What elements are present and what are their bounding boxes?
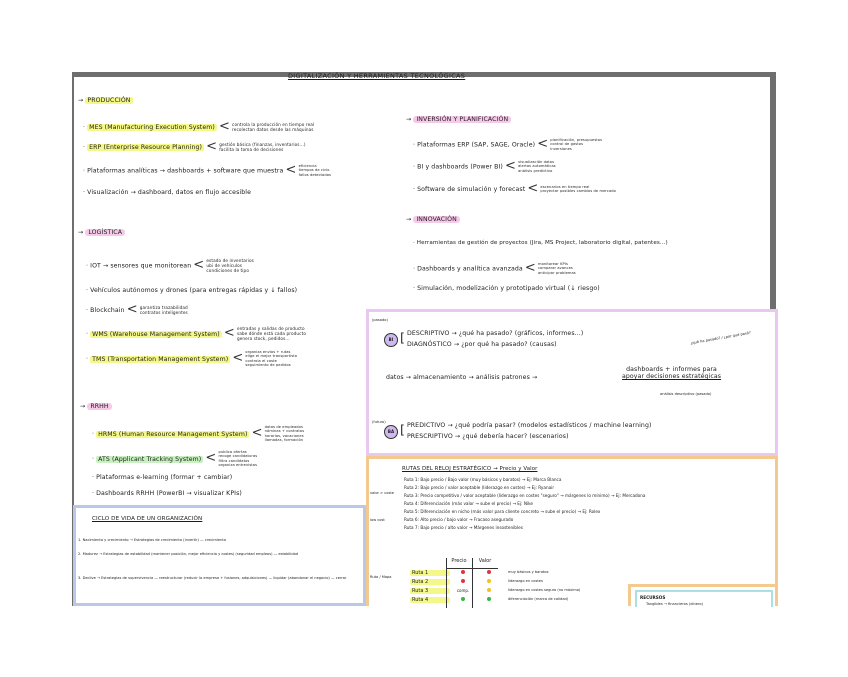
ats-note: organiza entrevistas: [218, 462, 258, 467]
inversion-forecast-label: Software de simulación y forecast: [417, 186, 526, 193]
bracket-icon: [: [400, 423, 405, 438]
red-dot-icon: [487, 570, 491, 574]
descriptivo-line: DESCRIPTIVO → ¿qué ha pasado? (gráficos, informes...): [406, 330, 584, 337]
logistica-item-vehiculos: · Vehículos autónomos y drones (para entregas rápidas y ↓ fallos): [86, 287, 298, 294]
inversion-bi-label: BI y dashboards (Power BI): [417, 163, 503, 171]
brace-icon: <: [537, 136, 549, 152]
hrms-note: nóminas + contratos: [264, 429, 305, 434]
brace-icon: <: [218, 119, 230, 135]
rutas-table-side: Ruta / Mapa: [370, 575, 392, 579]
brace-icon: <: [193, 257, 205, 273]
blockchain-note: garantiza trazabilidad: [139, 305, 188, 310]
table-note: muy básicos y baratos: [508, 570, 549, 575]
ats-note: filtra candidatos: [218, 458, 250, 463]
inversion-section: → INVERSIÓN Y PLANIFICACIÓN: [406, 116, 511, 123]
tag-pasado: (pasado): [372, 318, 388, 322]
produccion-item-visualizacion: · Visualización → dashboard, datos en flujo accesible: [83, 189, 251, 196]
brace-icon: <: [126, 302, 138, 318]
hrms-note: llamadas, formación: [264, 437, 304, 442]
wms-note: genera stock, pedidos...: [236, 336, 290, 342]
dashboards-rrhh-label: Dashboards RRHH (PowerBI → visualizar KPIs): [96, 490, 242, 497]
ruta-line: Ruta 3: Precio competitivo / valor aceptable (liderazgo en costes "seguro" → márgenes lo mínimo) → Ej: Mercadona: [404, 493, 646, 498]
logistica-section: → LOGÍSTICA: [78, 229, 125, 236]
ats-label: ATS (Applicant Tracking System): [98, 455, 202, 463]
brace-icon: <: [206, 139, 218, 155]
analytics-note: tiempos de ciclo: [298, 168, 330, 173]
table-note: diferenciación (marca de calidad): [508, 597, 569, 602]
inversion-forecast-note: proyectar posibles cambios de mercado: [540, 189, 616, 193]
ruta-line: Ruta 7: Bajo precio / alto valor → Márgenes insostenibles: [404, 525, 523, 530]
analytics-note: eficiencia: [298, 164, 317, 168]
innovacion-dashboards-note: anticipar problemas: [537, 270, 576, 275]
inversion-bi-note: alertas automáticas: [518, 164, 556, 169]
produccion-heading-text: PRODUCCIÓN: [87, 97, 131, 104]
innovacion-simulacion-label: Simulación, modelización y prototipado virtual (↓ riesgo): [417, 285, 600, 292]
innovacion-item-simulacion: · Simulación, modelización y prototipado virtual (↓ riesgo): [413, 285, 600, 292]
iot-note: condiciones de tipo: [206, 268, 249, 274]
outcome-block: [622, 366, 721, 380]
rrhh-item-ats: · ATS (Applicant Tracking System) < publica ofertas recoge candidaturas filtra candidatos organiza entrevistas: [92, 450, 258, 467]
visualizacion-label: Visualización → dashboard, datos en flujo accesible: [87, 189, 251, 196]
prescriptivo-line: PRESCRIPTIVO → ¿qué debería hacer? (escenarios): [406, 433, 569, 441]
table-note: liderazgo en costes: [508, 579, 543, 584]
mes-note: controla la producción en tiempo real: [232, 122, 315, 127]
brace-icon: <: [285, 162, 297, 178]
red-dot-icon: [461, 570, 465, 574]
rutas-list: [404, 477, 645, 533]
blockchain-note: contratos inteligentes: [139, 310, 188, 316]
tms-label: TMS (Transportation Management System): [92, 355, 229, 363]
innovacion-dashboards-note: comparar avances: [537, 266, 573, 271]
analytics-label: Plataformas analíticas → dashboards + software que muestra: [87, 167, 284, 175]
inversion-erp-label: Plataformas ERP (SAP, SAGE, Oracle): [417, 141, 536, 149]
innovacion-proyectos-label: Herramientas de gestión de proyectos (Jira, MS Project, laboratorio digital, patentes...): [416, 240, 668, 246]
green-dot-icon: [487, 597, 491, 601]
col-precio: Precio: [451, 558, 467, 564]
ats-note: publica ofertas: [218, 450, 247, 454]
diagnostico-line: DIAGNÓSTICO → ¿por qué ha pasado? (causas): [406, 341, 557, 349]
produccion-item-analytics: · Plataformas analíticas → dashboards + software que muestra < eficiencia tiempos de ciclo fallos detectados: [83, 162, 332, 178]
brace-icon: <: [205, 450, 217, 466]
vehiculos-label: Vehículos autónomos y drones (para entregas rápidas y ↓ fallos): [90, 287, 298, 294]
produccion-item-erp: · ERP (Enterprise Resource Planning) < gestión básica (finanzas, inventarios...) facilita la toma de decisiones: [83, 139, 306, 155]
inversion-erp-note: planificación, presupuestos: [550, 138, 603, 142]
bi-badge: BI: [384, 333, 398, 347]
tag-futuro: (futuro): [372, 420, 386, 424]
inversion-item-bi: · BI y dashboards (Power BI) < visualización datos alertas automáticas análisis predictivo: [413, 158, 556, 174]
innovacion-dashboards-note: monitorear KPIs: [537, 262, 568, 266]
erp-label: ERP (Enterprise Resource Planning): [89, 144, 203, 152]
inversion-bi-note: análisis predictivo: [518, 168, 553, 173]
rutas-side-note: valor > coste: [370, 491, 394, 495]
tms-note: seguimiento de pedidos: [245, 362, 291, 367]
brace-icon: <: [232, 350, 244, 366]
iot-note: ubi de vehículos: [206, 263, 243, 269]
elearning-label: Plataformas e-learning (formar + cambiar): [96, 474, 233, 481]
recursos-line: Tangibles → financieros (dinero): [646, 602, 704, 606]
table-row: [410, 577, 580, 586]
ruta-line: Ruta 2: Bajo precio / valor aceptable (liderazgo en costes) → Ej: Ryanair: [404, 485, 555, 490]
rrhh-section: → RRHH: [80, 403, 112, 410]
table-precio: comp.: [456, 588, 470, 593]
inversion-item-forecast: · Software de simulación y forecast < escenarios en tiempo real proyectar posibles cambios de mercado: [413, 181, 616, 196]
logistica-item-tms: · TMS (Transportation Management System) < organiza envíos + rutas elige el mejor transportista controla el coste seguimiento de pedidos: [86, 350, 298, 367]
inversion-erp-note: control de gastos: [550, 142, 584, 147]
yellow-dot-icon: [487, 579, 491, 583]
ciclo-title: CICLO DE VIDA DE UN ORGANIZACIÓN: [92, 516, 203, 522]
innovacion-heading: INNOVACIÓN: [413, 216, 459, 223]
ruta-line: Ruta 6: Alto precio / bajo valor → Fracaso asegurado: [404, 517, 514, 522]
logistica-item-wms: · WMS (Warehouse Management System) < entradas y salidas de producto sabe dónde está cada producto genera stock, pedidos...: [86, 325, 306, 342]
flow-line: datos → almacenamiento → análisis patrones →: [386, 374, 538, 381]
produccion-item-mes: · MES (Manufacturing Execution System) < controla la producción en tiempo real recolectan datos desde las máquinas: [83, 119, 315, 135]
rutas-side-note: low cost: [370, 518, 385, 522]
innovacion-dashboards-label: Dashboards y analítica avanzada: [417, 265, 523, 273]
col-valor: Valor: [478, 558, 492, 564]
ruta-line: Ruta 4: Diferenciación (más valor → sube el precio) → Ej: Nike: [404, 501, 533, 506]
table-ruta: Ruta 3: [410, 588, 450, 594]
bi-row: [384, 330, 583, 348]
rutas-table-header: [410, 558, 580, 564]
erp-note: gestión básica (finanzas, inventarios...): [219, 142, 306, 147]
predictivo-line: PREDICTIVO → ¿qué podría pasar? (modelos estadísticos / machine learning): [406, 422, 652, 429]
ruta-line: Ruta 5: Diferenciación en nicho (más valor para cliente concreto → sube el precio) → Ej: Rolex: [404, 509, 601, 514]
mes-note: recolectan datos desde las máquinas: [232, 127, 314, 133]
iot-note: estado de inventarios: [206, 258, 254, 263]
tms-note: organiza envíos + rutas: [245, 350, 291, 354]
analytics-note: fallos detectados: [298, 172, 332, 177]
ruta-line: Ruta 1: Bajo precio / Bajo valor (muy básicos y baratos) → Ej: Marca Blanca: [404, 477, 562, 482]
bracket-icon: [: [400, 331, 405, 346]
ats-note: recoge candidaturas: [218, 454, 258, 459]
rrhh-item-dashboards: · Dashboards RRHH (PowerBI → visualizar KPIs): [92, 490, 242, 497]
rrhh-heading: RRHH: [87, 403, 111, 410]
brace-icon: <: [223, 325, 235, 341]
mes-label: MES (Manufacturing Execution System): [89, 124, 215, 132]
rutas-title: RUTAS DEL RELOJ ESTRATÉGICO → Precio y Valor: [402, 466, 538, 472]
erp-note: facilita la toma de decisiones: [219, 147, 284, 153]
logistica-heading: LOGÍSTICA: [85, 229, 125, 236]
ba-row: [384, 422, 651, 440]
handnote: ¿qué ha pasado? / ¿por qué pasó?: [690, 330, 752, 346]
rrhh-item-elearning: · Plataformas e-learning (formar + cambiar): [92, 474, 233, 481]
iot-label: IOT → sensores que monitorean: [90, 262, 192, 270]
brace-icon: <: [504, 158, 516, 174]
wms-label: WMS (Warehouse Management System): [92, 330, 220, 338]
innovacion-item-proyectos: · Herramientas de gestión de proyectos (Jira, MS Project, laboratorio digital, patentes...): [413, 240, 668, 246]
yellow-dot-icon: [487, 588, 491, 592]
table-row: [410, 586, 580, 595]
produccion-section: [78, 97, 133, 104]
wms-note: entradas y salidas de producto: [236, 326, 305, 331]
logistica-item-blockchain: · Blockchain < garantiza trazabilidad contratos inteligentes: [86, 302, 188, 318]
recursos-title: RECURSOS: [640, 595, 666, 600]
ba-badge: BA: [384, 425, 398, 439]
ciclo-line: 1. Nacimiento y crecimiento → Estrategias de crecimiento (invertir) — crecimiento: [78, 538, 226, 542]
wms-note: sabe dónde está cada producto: [236, 331, 306, 337]
innovacion-section: → INNOVACIÓN: [406, 216, 460, 223]
produccion-heading: → PRODUCCIÓN: [78, 97, 131, 104]
inversion-bi-note: visualización datos: [518, 160, 555, 164]
page-title: DIGITALIZACIÓN Y HERRAMIENTAS TECNOLÓGICAS: [288, 72, 466, 80]
blockchain-label: Blockchain: [90, 307, 125, 315]
rrhh-item-hrms: · HRMS (Human Resource Management System) < datos de empleados nóminas + contratos horarios, vacaciones llamadas, formación: [92, 425, 305, 442]
inversion-erp-note: inversiones: [550, 146, 572, 151]
tms-note: controla el coste: [245, 358, 277, 363]
outcome-bottom: apoyar decisiones estratégicas: [622, 373, 722, 381]
innovacion-item-dashboards: · Dashboards y analítica avanzada < monitorear KPIs comparar avances anticipar problemas: [413, 260, 576, 276]
green-dot-icon: [461, 597, 465, 601]
table-row: [410, 595, 580, 604]
outcome-top: dashboards + informes para: [626, 366, 717, 373]
rutas-table: [410, 558, 580, 604]
table-ruta: Ruta 2: [410, 579, 450, 585]
table-row: [410, 568, 580, 577]
hrms-note: datos de empleados: [264, 425, 303, 429]
ciclo-line: 2. Madurez → Estrategias de estabilidad (mantener posición, mejor eficiencia y costes) (seguridad empleos) — estabilidad: [78, 552, 299, 556]
red-dot-icon: [461, 579, 465, 583]
table-ruta: Ruta 1: [410, 570, 450, 576]
table-ruta: Ruta 4: [410, 597, 450, 603]
hrms-label: HRMS (Human Resource Management System): [98, 430, 248, 438]
inversion-item-erp: · Plataformas ERP (SAP, SAGE, Oracle) < planificación, presupuestos control de gastos inversiones: [413, 136, 603, 152]
brace-icon: <: [524, 260, 536, 276]
inversion-heading: INVERSIÓN Y PLANIFICACIÓN: [413, 116, 511, 123]
inversion-forecast-note: escenarios en tiempo real: [540, 184, 590, 189]
logistica-item-iot: · IOT → sensores que monitorean < estado de inventarios ubi de vehículos condiciones de tipo: [86, 257, 254, 274]
hrms-note: horarios, vacaciones: [264, 433, 304, 438]
analisis-note: análisis descriptivo (pasado): [660, 392, 712, 396]
brace-icon: <: [527, 181, 539, 196]
tms-note: elige el mejor transportista: [245, 354, 298, 359]
table-note: liderazgo en costes seguro (no máximo): [508, 588, 581, 593]
ciclo-line: 3. Declive → Estrategias de supervivencia — reestructurar (reducir la empresa + fusiones, adquisiciones) — liquidar (abandonar el negocio) — cerrar: [78, 576, 347, 580]
brace-icon: <: [251, 425, 263, 441]
